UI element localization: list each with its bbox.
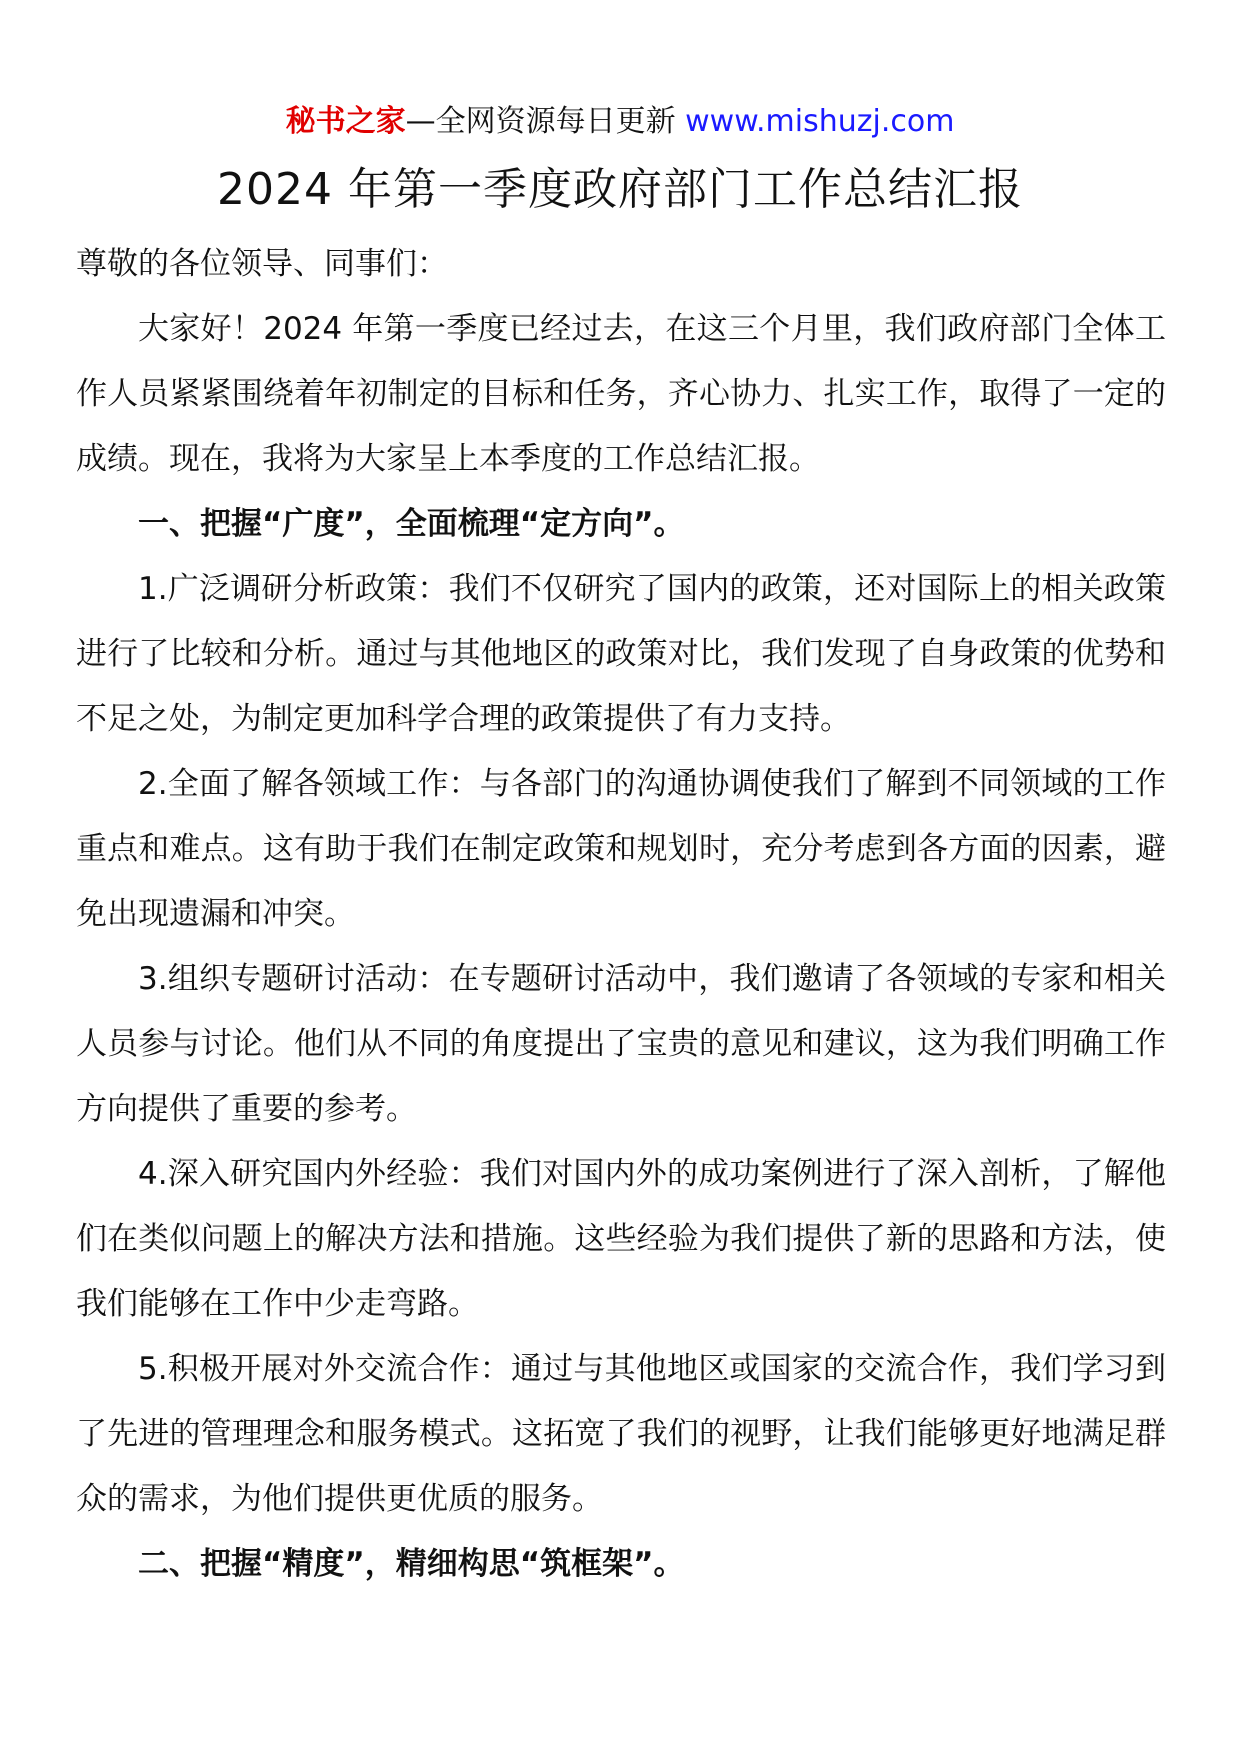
- site-url-link[interactable]: www.mishuzj.com: [685, 104, 955, 139]
- intro-paragraph: 大家好！2024 年第一季度已经过去，在这三个月里，我们政府部门全体工作人员紧紧围绕着年初制定的目标和任务，齐心协力、扎实工作，取得了一定的成绩。现在，我将为大家呈上本季度的工作总结汇报。: [76, 311, 1166, 477]
- section-1-item-2: 2.全面了解各领域工作：与各部门的沟通协调使我们了解到不同领域的工作重点和难点。这有助于我们在制定政策和规划时，充分考虑到各方面的因素，避免出现遗漏和冲突。: [76, 766, 1166, 932]
- section-1-item-3: 3.组织专题研讨活动：在专题研讨活动中，我们邀请了各领域的专家和相关人员参与讨论。他们从不同的角度提出了宝贵的意见和建议，这为我们明确工作方向提供了重要的参考。: [76, 961, 1166, 1127]
- section-1-item-4: 4.深入研究国内外经验：我们对国内外的成功案例进行了深入剖析，了解他们在类似问题上的解决方法和措施。这些经验为我们提供了新的思路和方法，使我们能够在工作中少走弯路。: [76, 1156, 1166, 1322]
- section-2-heading: 二、把握“精度”，精细构思“筑框架”。: [138, 1546, 685, 1582]
- document-title: 2024 年第一季度政府部门工作总结汇报: [217, 164, 1023, 215]
- section-1-item-5: 5.积极开展对外交流合作：通过与其他地区或国家的交流合作，我们学习到了先进的管理理念和服务模式。这拓宽了我们的视野，让我们能够更好地满足群众的需求，为他们提供更优质的服务。: [76, 1351, 1166, 1517]
- site-header: [0, 100, 1240, 144]
- brand-name: 秘书之家: [285, 104, 406, 139]
- section-1-item-1: 1.广泛调研分析政策：我们不仅研究了国内的政策，还对国际上的相关政策进行了比较和分析。通过与其他地区的政策对比，我们发现了自身政策的优势和不足之处，为制定更加科学合理的政策提供了有力支持。: [76, 571, 1166, 737]
- section-1-heading: 一、把握“广度”，全面梳理“定方向”。: [138, 506, 685, 542]
- site-tagline: —全网资源每日更新: [405, 104, 676, 139]
- document-body: [76, 232, 1166, 1597]
- salutation: 尊敬的各位领导、同事们：: [76, 246, 448, 282]
